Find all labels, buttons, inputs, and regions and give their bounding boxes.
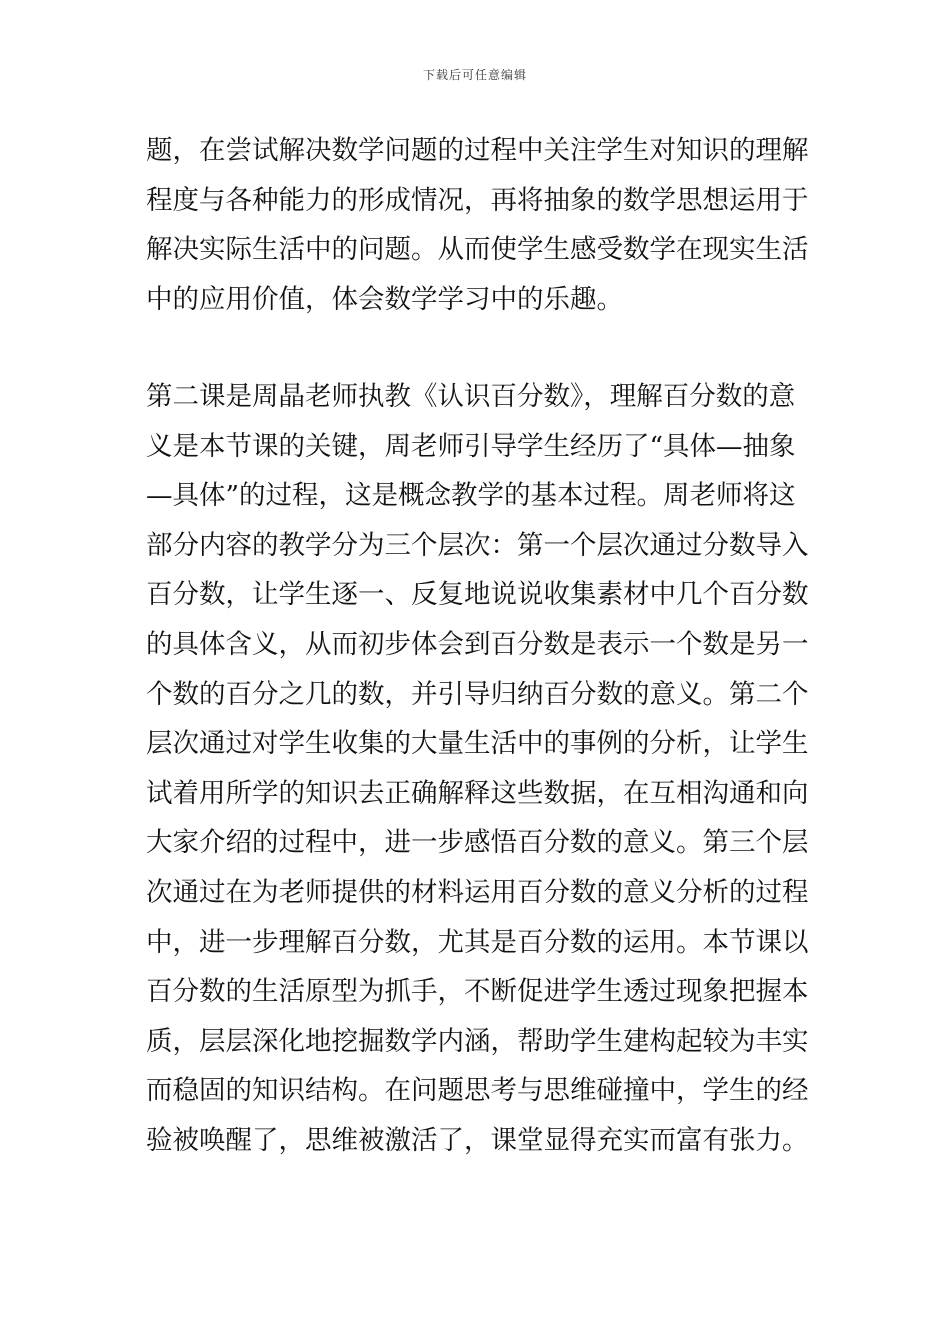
paragraph-line: 第二课是周晶老师执教《认识百分数》，理解百分数的意: [146, 381, 796, 412]
paragraph-line: 百分数，让学生逐一、反复地说说收集素材中几个百分数: [146, 579, 809, 611]
paragraph-line: 义是本节课的关键，周老师引导学生经历了“具体—抽象: [146, 430, 796, 462]
paragraph-line: 而稳固的知识结构。在问题思考与思维碰撞中，学生的经: [146, 1075, 809, 1107]
paragraph-line: 的具体含义，从而初步体会到百分数是表示一个数是另一: [146, 628, 809, 660]
paragraph-line: 百分数的生活原型为抓手，不断促进学生透过现象把握本: [146, 976, 809, 1008]
paragraph-1: [146, 126, 810, 324]
paragraph-line: 验被唤醒了，思维被激活了，课堂显得充实而富有张力。: [146, 1124, 809, 1156]
paragraph-line: 解决实际生活中的问题。从而使学生感受数学在现实生活: [146, 234, 809, 266]
paragraph-line: 中，进一步理解百分数，尤其是百分数的运用。本节课以: [146, 926, 809, 958]
header-note: 下载后可任意编辑: [422, 68, 527, 82]
paragraph-line: 题，在尝试解决数学问题的过程中关注学生对知识的理解: [146, 135, 809, 166]
paragraph-line: 次通过在为老师提供的材料运用百分数的意义分析的过程: [146, 876, 809, 908]
paragraph-line: 层次通过对学生收集的大量生活中的事例的分析，让学生: [146, 728, 809, 760]
paragraph-line: 部分内容的教学分为三个层次：第一个层次通过分数导入: [146, 529, 809, 561]
paragraph-line: 大家介绍的过程中，进一步感悟百分数的意义。第三个层: [146, 827, 809, 859]
paragraph-line: 质，层层深化地挖掘数学内涵，帮助学生建构起较为丰实: [146, 1025, 809, 1057]
paragraph-line: 试着用所学的知识去正确解释这些数据，在互相沟通和向: [146, 777, 809, 809]
paragraph-line: —具体”的过程，这是概念教学的基本过程。周老师将这: [146, 480, 796, 512]
paragraph-line: 个数的百分之几的数，并引导归纳百分数的意义。第二个: [146, 678, 809, 710]
paragraph-2: [146, 372, 810, 1166]
paragraph-line: 中的应用价值，体会数学学习中的乐趣。: [146, 283, 623, 315]
paragraph-line: 程度与各种能力的形成情况，再将抽象的数学思想运用于: [146, 184, 809, 216]
